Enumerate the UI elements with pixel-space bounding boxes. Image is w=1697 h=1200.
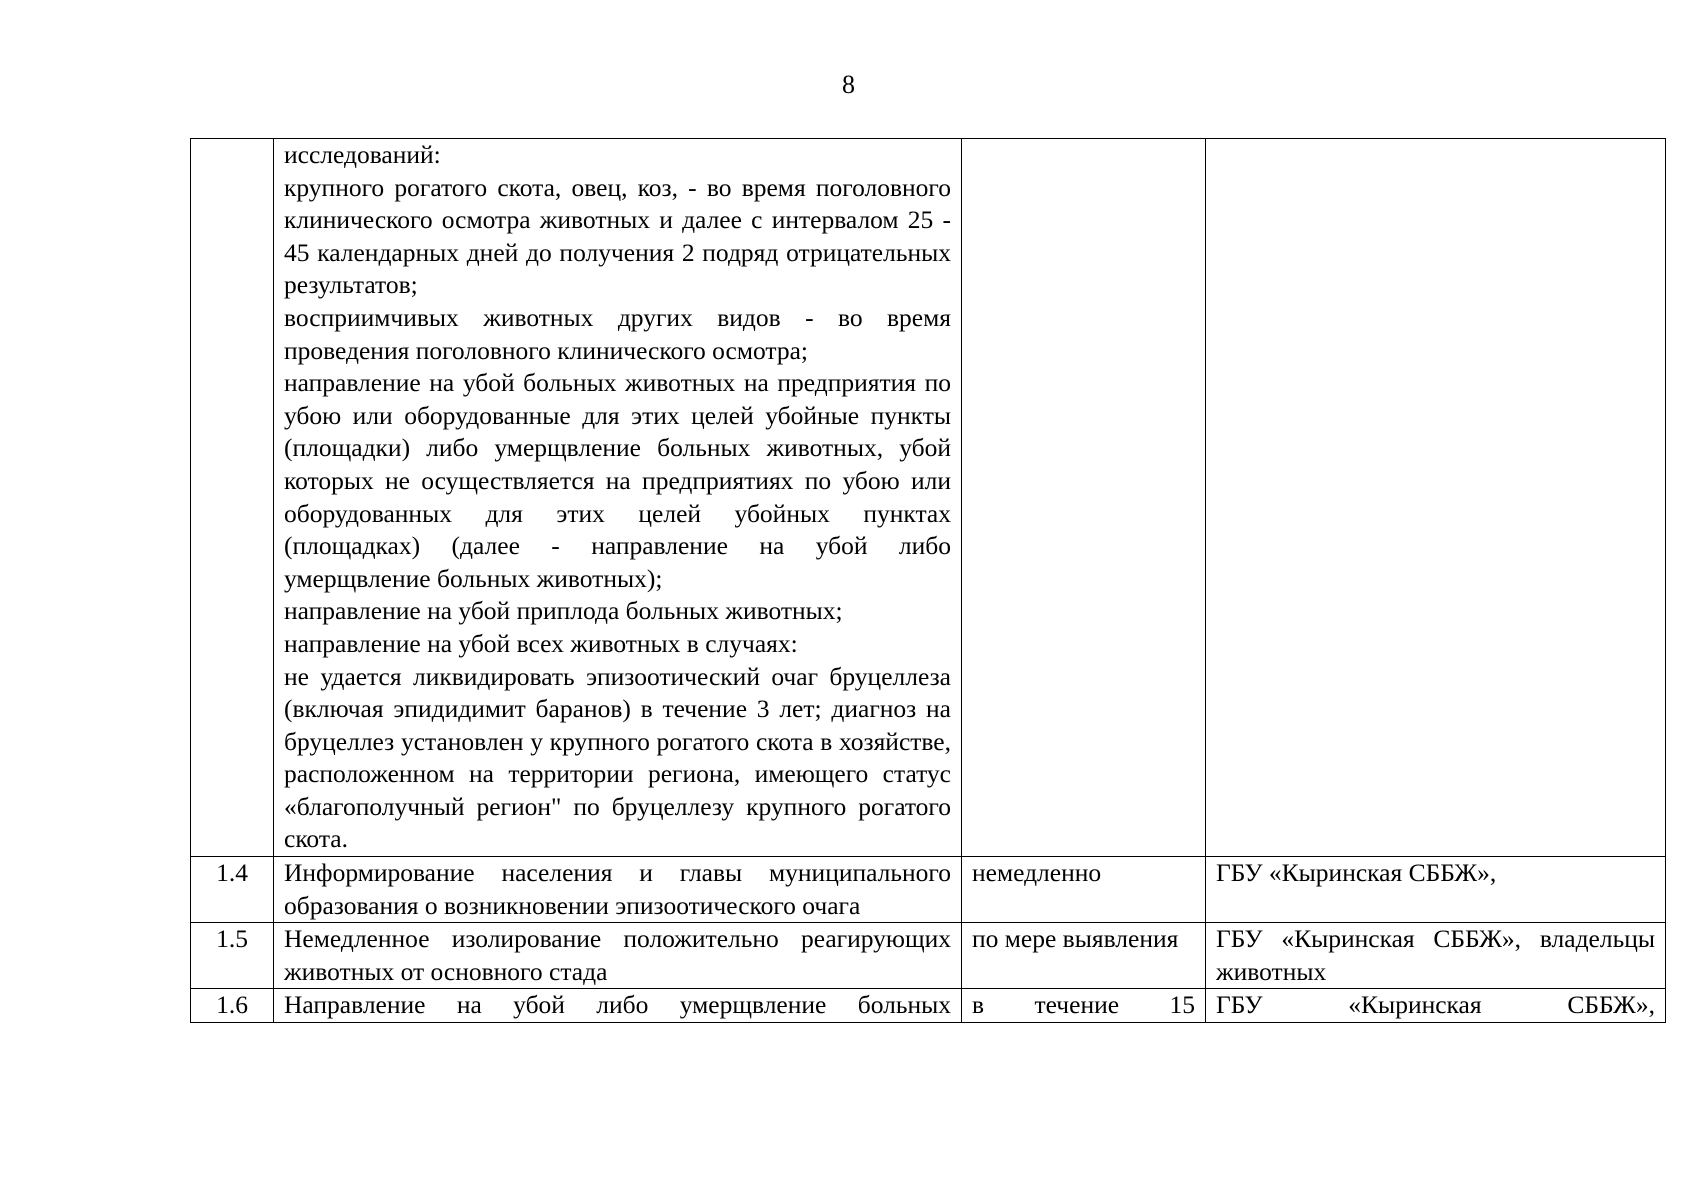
responsible-cell [1206, 139, 1666, 857]
row-number-cell: 1.6 [191, 989, 274, 1023]
table-row [191, 989, 1666, 1023]
table-row [191, 923, 1666, 989]
measure-text: Направление на убой либо умерщвление больных [284, 990, 951, 1020]
measures-table [190, 138, 1666, 1023]
measure-text: Информирование населения и главы муниципального образования о возникновении эпизоотического очага [284, 858, 951, 920]
row-number-cell: 1.4 [191, 857, 274, 923]
responsible-cell [1206, 857, 1666, 923]
responsible-text: ГБУ «Кыринская СББЖ», владельцы животных [1216, 924, 1655, 986]
responsible-text: ГБУ «Кыринская СББЖ», [1216, 858, 1497, 888]
row-number-cell: 1.5 [191, 923, 274, 989]
responsible-cell [1206, 923, 1666, 989]
term-cell [962, 857, 1206, 923]
measure-paragraph: направление на убой приплода больных животных; [284, 596, 843, 626]
term-text: в течение 15 [972, 990, 1195, 1020]
term-cell [962, 989, 1206, 1023]
measure-text: Немедленное изолирование положительно реагирующих животных от основного стада [284, 924, 951, 986]
table-row [191, 139, 1666, 857]
measure-paragraph: исследований: [284, 140, 441, 169]
term-cell [962, 139, 1206, 857]
row-number-cell [191, 139, 274, 857]
table-row [191, 857, 1666, 923]
measure-paragraph: направление на убой всех животных в случаях: [284, 628, 798, 658]
responsible-text: ГБУ «Кыринская СББЖ», [1216, 990, 1655, 1020]
term-text: немедленно [972, 858, 1102, 888]
measure-paragraph: направление на убой больных животных на предприятия по убою или оборудованные для этих целей убойные пункты (площадки) либо умерщвление больных животных, убой которых не осуществляется на предприятиях по убою или оборудованных для этих целей убойных пунктах (площадках) (далее - направление на убой либо умерщвление больных животных); [284, 368, 951, 593]
measure-cell [274, 989, 962, 1023]
term-cell [962, 923, 1206, 989]
measure-cell [274, 139, 962, 857]
page-number: 8 [842, 70, 855, 99]
measure-cell [274, 857, 962, 923]
measure-paragraph: крупного рогатого скота, овец, коз, - во время поголовного клинического осмотра животных и далее с интервалом 25 - 45 календарных дней до получения 2 подряд отрицательных результатов; [284, 172, 951, 300]
term-text: по мере выявления [972, 924, 1179, 954]
measure-cell [274, 923, 962, 989]
measure-paragraph: восприимчивых животных других видов - во время проведения поголовного клинического осмотра; [284, 302, 951, 365]
responsible-cell [1206, 989, 1666, 1023]
measure-paragraph: не удается ликвидировать эпизоотический очаг бруцеллеза (включая эпидидимит баранов) в течение 3 лет; диагноз на бруцеллез установлен у крупного рогатого скота в хозяйстве, расположенном на территории региона, имеющего статус «благополучный регион" по бруцеллезу крупного рогатого скота. [284, 661, 951, 854]
